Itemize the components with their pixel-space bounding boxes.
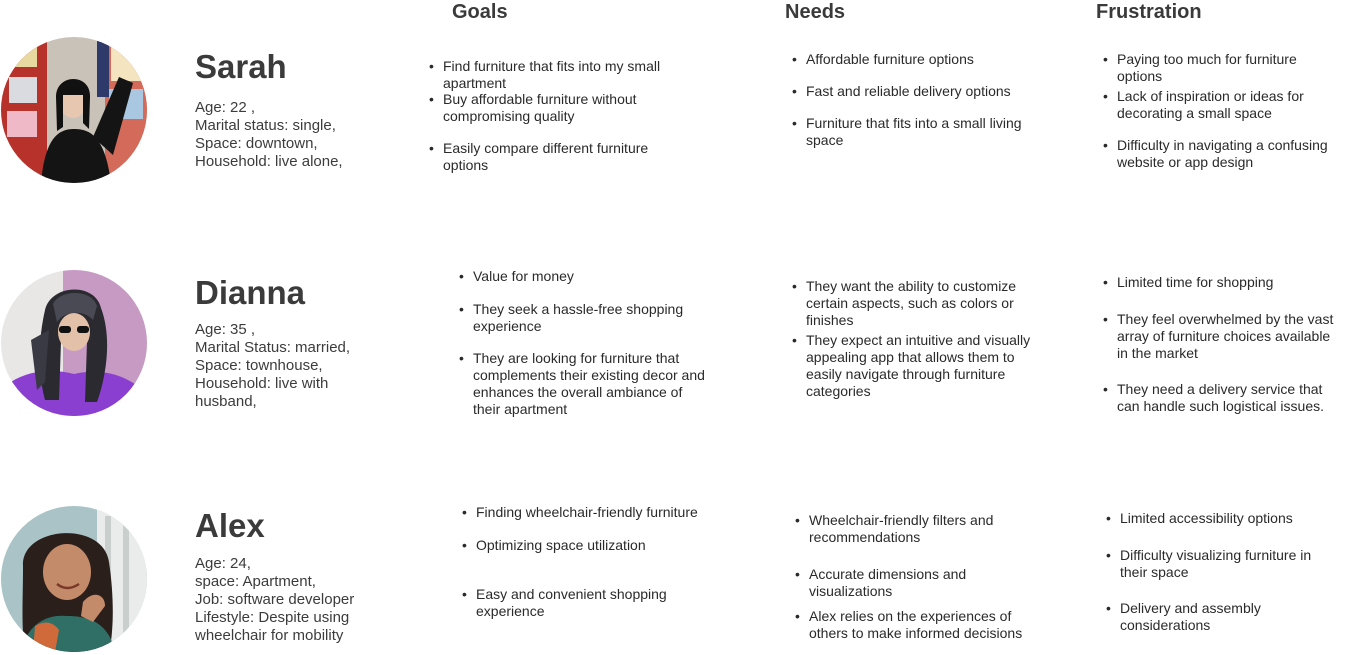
detail-line: Lifestyle: Despite using	[195, 609, 350, 626]
need-item: • They expect an intuitive and visually appealing app that allows them to easily navigate through furniture categories	[792, 332, 1054, 400]
needs-header: Needs	[785, 1, 846, 23]
goals-list	[462, 504, 724, 620]
frustration-item: • Delivery and assembly considerations	[1106, 600, 1342, 634]
persona-details	[195, 555, 405, 645]
persona-name: Sarah	[195, 48, 287, 85]
need-item: • They want the ability to customize certain aspects, such as colors or finishes	[792, 278, 1054, 329]
goal-item: • Optimizing space utilization	[462, 537, 724, 554]
need-item: • Alex relies on the experiences of others to make informed decisions	[795, 608, 1045, 642]
detail-line: Marital Status: married,	[195, 339, 351, 356]
frustration-item: • Difficulty visualizing furniture in their space	[1106, 547, 1342, 581]
needs-list	[792, 51, 1052, 149]
goals-header: Goals	[452, 1, 508, 23]
frustration-item: • Limited time for shopping	[1103, 274, 1343, 291]
frustration-item: • They need a delivery service that can handle such logistical issues.	[1103, 381, 1343, 415]
persona-name: Dianna	[195, 274, 306, 311]
frustrations-list	[1103, 274, 1343, 415]
goals-list	[429, 58, 691, 174]
detail-line: Space: downtown,	[195, 135, 318, 152]
frustration-item: • Paying too much for furniture options	[1103, 51, 1343, 85]
detail-line: space: Apartment,	[195, 573, 316, 590]
frustration-item: • They feel overwhelmed by the vast array of furniture choices available in the market	[1103, 311, 1343, 362]
goal-item: • Find furniture that fits into my small apartment	[429, 58, 691, 92]
need-item: • Affordable furniture options	[792, 51, 1052, 68]
persona-name: Alex	[195, 507, 265, 544]
detail-line: Age: 22 ,	[195, 99, 256, 116]
frustration-item: • Limited accessibility options	[1106, 510, 1342, 527]
detail-line: Space: townhouse,	[195, 357, 323, 374]
goal-item: • Easy and convenient shopping experience	[462, 586, 724, 620]
needs-list	[795, 512, 1045, 642]
goal-item: • Value for money	[459, 268, 709, 285]
goal-item: • They are looking for furniture that complements their existing decor and enhances the overall ambiance of their apartment	[459, 350, 709, 418]
avatar-alex	[1, 506, 147, 652]
detail-line: Age: 24,	[195, 555, 251, 572]
frustrations-list	[1106, 510, 1342, 634]
goal-item: • Finding wheelchair-friendly furniture	[462, 504, 724, 521]
goal-item: • Buy affordable furniture without compromising quality	[429, 91, 691, 125]
need-item: • Furniture that fits into a small living space	[792, 115, 1052, 149]
avatar-dianna	[1, 270, 147, 416]
frustration-item: • Difficulty in navigating a confusing website or app design	[1103, 137, 1343, 171]
frustrations-list	[1103, 51, 1343, 171]
detail-line: Marital status: single,	[195, 117, 336, 134]
need-item: • Accurate dimensions and visualizations	[795, 566, 1045, 600]
goal-item: • They seek a hassle-free shopping experience	[459, 301, 709, 335]
detail-line: Household: live with	[195, 375, 329, 392]
detail-line: husband,	[195, 393, 257, 410]
avatar-sarah	[1, 37, 147, 183]
goals-list	[459, 268, 709, 418]
goal-item: • Easily compare different furniture options	[429, 140, 691, 174]
persona-details	[195, 99, 405, 171]
frustration-item: • Lack of inspiration or ideas for decorating a small space	[1103, 88, 1343, 122]
needs-list	[792, 278, 1054, 400]
persona-details	[195, 321, 405, 411]
detail-line: wheelchair for mobility	[195, 627, 344, 644]
detail-line: Household: live alone,	[195, 153, 343, 170]
detail-line: Job: software developer	[195, 591, 355, 608]
detail-line: Age: 35 ,	[195, 321, 256, 338]
need-item: • Fast and reliable delivery options	[792, 83, 1052, 100]
need-item: • Wheelchair-friendly filters and recommendations	[795, 512, 1045, 546]
frustration-header: Frustration	[1096, 1, 1202, 23]
